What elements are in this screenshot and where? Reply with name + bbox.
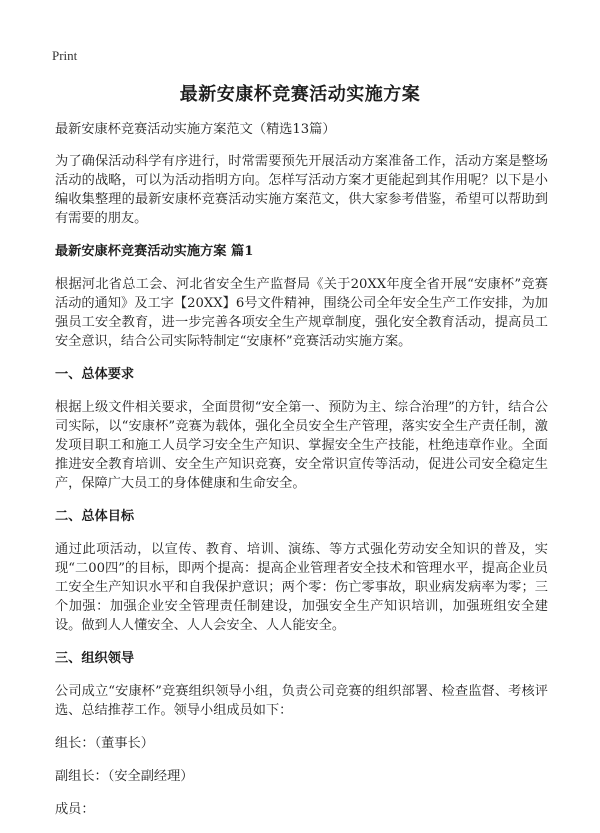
intro-paragraph: 为了确保活动科学有序进行，时常需要预先开展活动方案准备工作，活动方案是整场活动的战略，可以为活动指明方向。怎样写活动方案才更能起到其作用呢？以下是小编收集整理的最新安康杯竞赛活动实施方案范文，供大家参考借鉴，希望可以帮助到有需要的朋友。 (55, 154, 548, 226)
leader-line: 组长：（董事长） (55, 736, 154, 751)
document-subtitle: 最新安康杯竞赛活动实施方案范文（精选13篇） (55, 122, 336, 137)
document-body (55, 120, 548, 833)
print-link[interactable]: Print (52, 48, 78, 63)
members-line: 成员： (55, 802, 95, 817)
article-heading: 最新安康杯竞赛活动实施方案 篇1 (55, 244, 254, 259)
deputy-leader-line: 副组长：（安全副经理） (55, 769, 194, 784)
document-title: 最新安康杯竞赛活动实施方案 (179, 84, 421, 105)
section-body-overall-goals: 通过此项活动，以宣传、教育、培训、演练、等方式强化劳动安全知识的普及，实现“二00四”的目标，即两个提高：提高企业管理者安全技术和管理水平，提高企业员工安全生产知识水平和自我保护意识；两个零：伤亡零事故，职业病发病率为零；三个加强：加强企业安全管理责任制建设，加强安全生产知识培训，加强班组安全建设。做到人人懂安全、人人会安全、人人能安全。 (55, 542, 548, 633)
section-heading-organization: 三、组织领导 (55, 651, 135, 666)
section-heading-overall-requirements: 一、总体要求 (55, 367, 135, 382)
article-intro-paragraph: 根据河北省总工会、河北省安全生产监督局《关于20XX年度全省开展“安康杯”竞赛活动的通知》及工字【20XX】6号文件精神，围绕公司全年安全生产工作安排，为加强员工安全教育，进一步完善各项安全生产规章制度，强化安全教育活动，提高员工安全意识，结合公司实际特制定“安康杯”竞赛活动实施方案。 (55, 277, 548, 349)
section-heading-overall-goals: 二、总体目标 (55, 509, 135, 524)
section-body-overall-requirements: 根据上级文件相关要求，全面贯彻“安全第一、预防为主、综合治理”的方针，结合公司实际，以“安康杯”竞赛为载体，强化全员安全生产管理，落实安全生产责任制，激发项目职工和施工人员学习安全生产知识、掌握安全生产技能，杜绝违章作业。全面推进安全教育培训、安全生产知识竞赛，安全常识宣传等活动，促进公司安全稳定生产，保障广大员工的身体健康和生命安全。 (55, 400, 548, 491)
section-body-organization: 公司成立“安康杯”竞赛组织领导小组，负责公司竞赛的组织部署、检查监督、考核评选、总结推荐工作。领导小组成员如下： (55, 684, 548, 718)
